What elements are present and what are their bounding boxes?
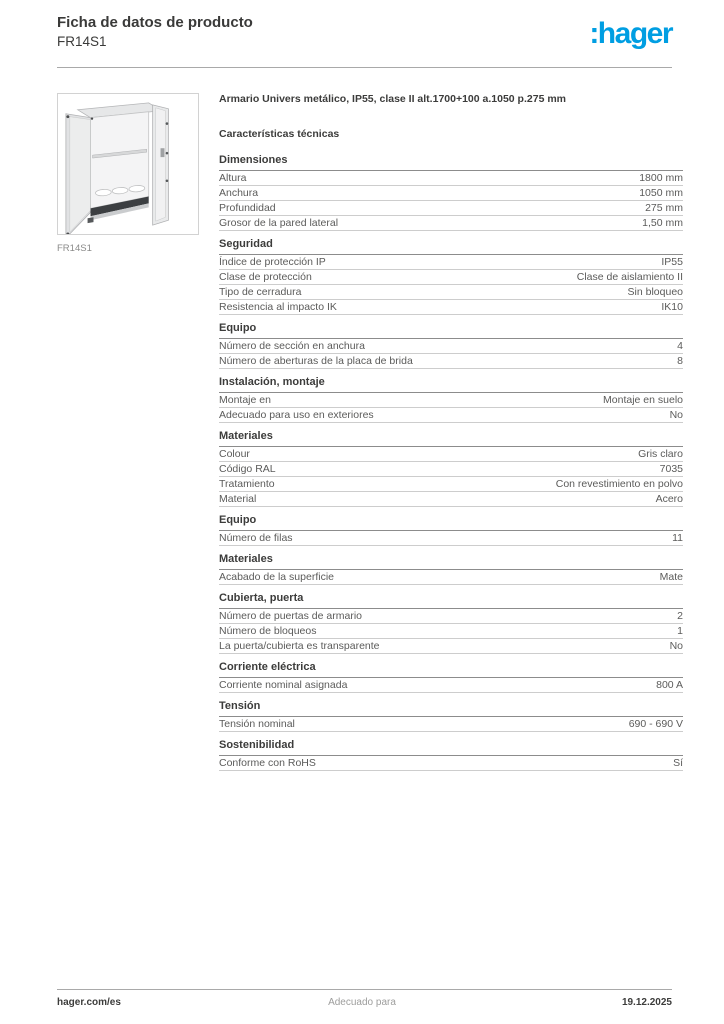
spec-value: Gris claro — [638, 448, 683, 460]
spec-value: Montaje en suelo — [603, 394, 683, 406]
spec-value: IP55 — [661, 256, 683, 268]
spec-section-title: Dimensiones — [219, 154, 683, 171]
hager-logo: :hager — [589, 17, 672, 50]
spec-row — [219, 678, 683, 693]
spec-section — [219, 739, 683, 771]
spec-value: 1,50 mm — [642, 217, 683, 229]
spec-label: Número de filas — [219, 532, 293, 544]
spec-label: Tensión nominal — [219, 718, 295, 730]
spec-label: Colour — [219, 448, 250, 460]
product-image-caption: FR14S1 — [57, 243, 92, 254]
spec-section — [219, 700, 683, 732]
spec-value: 1050 mm — [639, 187, 683, 199]
spec-row — [219, 477, 683, 492]
spec-value: 275 mm — [645, 202, 683, 214]
spec-row — [219, 462, 683, 477]
spec-label: Resistencia al impacto IK — [219, 301, 337, 313]
spec-row — [219, 447, 683, 462]
spec-label: Número de bloqueos — [219, 625, 317, 637]
spec-section-title: Seguridad — [219, 238, 683, 255]
open-electrical-cabinet-icon — [58, 94, 198, 234]
spec-row — [219, 186, 683, 201]
spec-section-title: Materiales — [219, 553, 683, 570]
spec-row — [219, 639, 683, 654]
spec-row — [219, 408, 683, 423]
spec-label: Tratamiento — [219, 478, 275, 490]
spec-row — [219, 393, 683, 408]
spec-section-title: Equipo — [219, 322, 683, 339]
spec-value: Mate — [659, 571, 683, 583]
spec-label: Material — [219, 493, 257, 505]
spec-value: 8 — [677, 355, 683, 367]
spec-value: 690 - 690 V — [628, 718, 683, 730]
spec-section — [219, 514, 683, 546]
spec-value: 1800 mm — [639, 172, 683, 184]
spec-section — [219, 430, 683, 507]
spec-section — [219, 376, 683, 423]
spec-value: IK10 — [661, 301, 683, 313]
spec-column — [219, 93, 683, 771]
spec-label: Grosor de la pared lateral — [219, 217, 339, 229]
spec-section-title: Materiales — [219, 430, 683, 447]
spec-label: Corriente nominal asignada — [219, 679, 348, 691]
spec-value: No — [669, 409, 683, 421]
spec-row — [219, 717, 683, 732]
spec-row — [219, 285, 683, 300]
spec-value: Sin bloqueo — [627, 286, 683, 298]
spec-label: Número de puertas de armario — [219, 610, 362, 622]
spec-section — [219, 592, 683, 654]
footer-website-link[interactable]: hager.com/es — [57, 997, 121, 1008]
spec-label: Acabado de la superficie — [219, 571, 334, 583]
spec-section-title: Instalación, montaje — [219, 376, 683, 393]
spec-label: Tipo de cerradura — [219, 286, 302, 298]
spec-section-title: Sostenibilidad — [219, 739, 683, 756]
spec-section-title: Tensión — [219, 700, 683, 717]
spec-row — [219, 570, 683, 585]
spec-row — [219, 300, 683, 315]
page-title: Ficha de datos de producto — [57, 14, 253, 31]
spec-label: Índice de protección IP — [219, 256, 326, 268]
spec-label: Conforme con RoHS — [219, 757, 316, 769]
spec-value: 4 — [677, 340, 683, 352]
spec-value: 2 — [677, 610, 683, 622]
spec-row — [219, 255, 683, 270]
spec-label: Altura — [219, 172, 247, 184]
product-code: FR14S1 — [57, 34, 107, 49]
footer-suitable-for-label: Adecuado para — [328, 997, 396, 1008]
spec-section — [219, 661, 683, 693]
product-description: Armario Univers metálico, IP55, clase II alt.1700+100 a.1050 p.275 mm — [219, 93, 566, 105]
spec-section-title: Equipo — [219, 514, 683, 531]
spec-section — [219, 322, 683, 369]
spec-value: 7035 — [659, 463, 683, 475]
spec-value: Acero — [655, 493, 683, 505]
spec-section-title: Corriente eléctrica — [219, 661, 683, 678]
spec-label: Adecuado para uso en exteriores — [219, 409, 374, 421]
spec-label: Profundidad — [219, 202, 276, 214]
spec-row — [219, 354, 683, 369]
spec-row — [219, 201, 683, 216]
spec-value: 800 A — [656, 679, 683, 691]
tech-characteristics-heading: Características técnicas — [219, 128, 340, 140]
spec-row — [219, 624, 683, 639]
spec-row — [219, 531, 683, 546]
spec-value: 11 — [672, 532, 683, 544]
spec-label: La puerta/cubierta es transparente — [219, 640, 380, 652]
spec-value: Clase de aislamiento II — [576, 271, 683, 283]
footer-date: 19.12.2025 — [621, 997, 672, 1008]
spec-value: 1 — [677, 625, 683, 637]
spec-label: Número de aberturas de la placa de brida — [219, 355, 413, 367]
spec-sections — [219, 154, 683, 771]
spec-label: Montaje en — [219, 394, 271, 406]
spec-row — [219, 609, 683, 624]
product-image — [57, 93, 199, 235]
spec-row — [219, 756, 683, 771]
spec-value: Con revestimiento en polvo — [555, 478, 683, 490]
spec-row — [219, 270, 683, 285]
spec-value: No — [669, 640, 683, 652]
spec-row — [219, 171, 683, 186]
spec-row — [219, 492, 683, 507]
spec-row — [219, 216, 683, 231]
spec-label: Número de sección en anchura — [219, 340, 365, 352]
spec-section — [219, 238, 683, 315]
spec-label: Código RAL — [219, 463, 276, 475]
spec-label: Clase de protección — [219, 271, 312, 283]
spec-label: Anchura — [219, 187, 259, 199]
footer-divider — [57, 989, 672, 990]
spec-value: Sí — [673, 757, 683, 769]
spec-section-title: Cubierta, puerta — [219, 592, 683, 609]
header-divider — [57, 67, 672, 68]
spec-row — [219, 339, 683, 354]
spec-section — [219, 553, 683, 585]
spec-section — [219, 154, 683, 231]
